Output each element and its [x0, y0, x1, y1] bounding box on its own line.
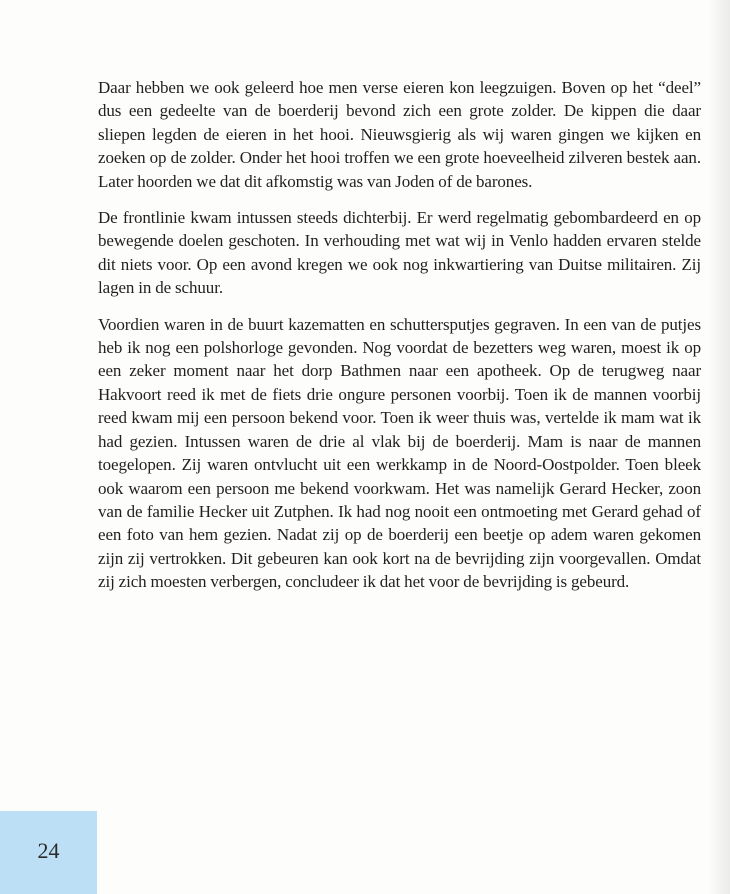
paragraph-1: Daar hebben we ook geleerd hoe men verse eieren kon leegzuigen. Boven op het “deel” dus een gedeelte van de boerderij bevond zich een grote zolder. De kippen die daar sliepen legden de eieren in het hooi. Nieuwsgierig als wij waren gingen we kijken en zoeken op de zolder. Onder het hooi troffen we een grote hoeveelheid zilveren bestek aan. Later hoorden we dat dit afkomstig was van Joden of de barones. [98, 78, 701, 191]
paragraph-2: De frontlinie kwam intussen steeds dichterbij. Er werd regelmatig gebombardeerd en op bewegende doelen geschoten. In verhouding met wat wij in Venlo hadden ervaren stelde dit niets voor. Op een avond kregen we ook nog inkwartiering van Duitse militairen. Zij lagen in de schuur. [98, 208, 701, 298]
page-number: 24 [37, 838, 60, 863]
body-text [98, 76, 701, 607]
page-edge-shadow [708, 0, 730, 894]
paragraph-3: Voordien waren in de buurt kazematten en schuttersputjes gegraven. In een van de putjes heb ik nog een polshorloge gevonden. Nog voordat de bezetters weg waren, moest ik op een zeker moment naar het dorp Bathmen naar een apotheek. Op de terugweg naar Hakvoort reed ik met de fiets drie ongure personen voorbij. Toen ik de mannen voorbij reed kwam mij een persoon bekend voor. Toen ik weer thuis was, vertelde ik mam wat ik had gezien. Intussen waren de drie al vlak bij de boerderij. Mam is naar de mannen toegelopen. Zij waren ontvlucht uit een werkkamp in de Noord-Oostpolder. Toen bleek ook waarom een persoon me bekend voorkwam. Het was namelijk Gerard Hecker, zoon van de familie Hecker uit Zutphen. Ik had nog nooit een ontmoeting met Gerard gehad of een foto van hem gezien. Nadat zij op de boerderij een beetje op adem waren gekomen zijn zij vertrokken. Dit gebeuren kan ook kort na de bevrijding zijn voorgevallen. Omdat zij zich moesten verbergen, concludeer ik dat het voor de bevrijding is gebeurd. [98, 314, 701, 592]
